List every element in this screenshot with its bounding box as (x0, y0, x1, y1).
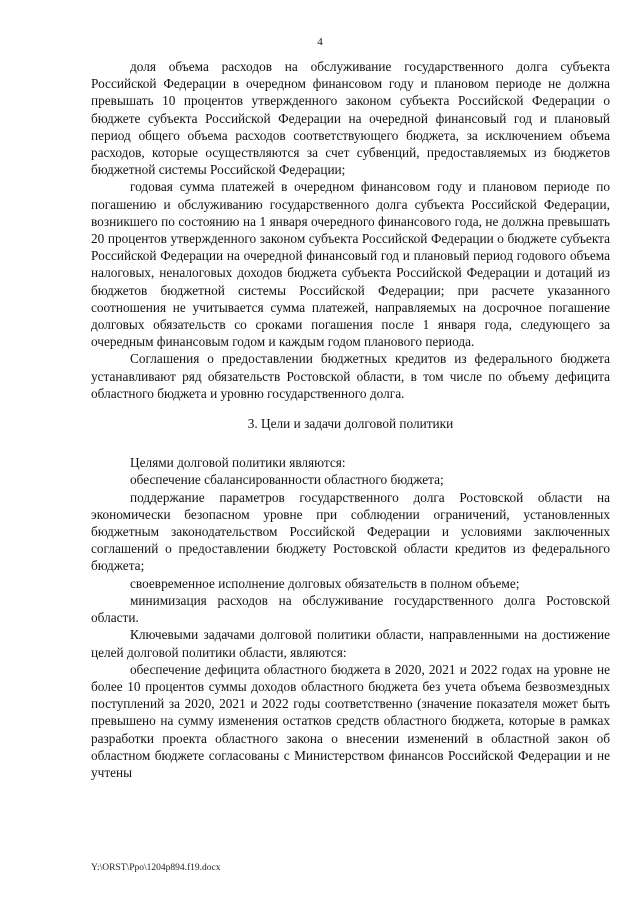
paragraph: обеспечение сбалансированности областного бюджета; (130, 472, 444, 488)
paragraph: годовая сумма платежей в очередном финансовом году и плановом периоде по погашению и обслуживанию государственного долга субъекта Российской Федерации, возникшего по состоянию на 1 января очередного финансового года, не должна превышать 20 процентов утвержденного законом субъекта Российской Федерации о бюджете субъекта Российской Федерации на очередной финансовый год и плановый период годового объема налоговых, неналоговых доходов бюджета субъекта Российской Федерации и дотаций из бюджетов бюджетной системы Российской Федерации; при расчете указанного соотношения не учитывается сумма платежей, направляемых на досрочное погашение долговых обязательств со сроками погашения после 1 января года, следующего за очередным финансовым годом и каждым годом планового периода. (91, 179, 610, 350)
page-number: 4 (317, 36, 323, 48)
footer-file-path: Y:\ORST\Ppo\1204p894.f19.docx (91, 863, 221, 873)
paragraph: своевременное исполнение долговых обязательств в полном объеме; (130, 575, 520, 591)
paragraph: доля объема расходов на обслуживание государственного долга субъекта Российской Федерации в очередном финансовом году и плановом периоде не должна превышать 10 процентов утвержденного законом субъекта Российской Федерации о бюджете субъекта Российской Федерации на очередной финансовый год и плановый период общего объема расходов соответствующего бюджета, за исключением объема расходов, которые осуществляются за счет субвенций, предоставляемых из бюджетов бюджетной системы Российской Федерации; (91, 59, 610, 178)
section-heading: 3. Цели и задачи долговой политики (247, 416, 454, 432)
paragraph: Целями долговой политики являются: (130, 455, 346, 471)
document-body (91, 58, 610, 781)
paragraph: обеспечение дефицита областного бюджета в 2020, 2021 и 2022 годах на уровне не более 10 процентов суммы доходов областного бюджета без учета объема безвозмездных поступлений за 2020, 2021 и 2022 годы соответственно (значение показателя может быть превышено на сумму изменения остатков средств областного бюджета, которые в рамках разработки проекта областного закона о внесении изменений в областной закон об областном бюджете согласованы с Министерством финансов Российской Федерации и не учтены (91, 661, 610, 780)
paragraph: минимизация расходов на обслуживание государственного долга Ростовской области. (91, 592, 610, 626)
paragraph: Соглашения о предоставлении бюджетных кредитов из федерального бюджета устанавливают ряд обязательств Ростовской области, в том числе по объему дефицита областного бюджета и уровню государственного долга. (91, 351, 610, 401)
paragraph: поддержание параметров государственного долга Ростовской области на экономически безопасном уровне при соблюдении ограничений, установленных бюджетным законодательством Российской Федерации и условиями заключенных соглашений о предоставлении бюджету Ростовской области кредитов из федерального бюджета; (91, 489, 610, 574)
paragraph: Ключевыми задачами долговой политики области, направленными на достижение целей долговой политики области, являются: (91, 627, 610, 660)
